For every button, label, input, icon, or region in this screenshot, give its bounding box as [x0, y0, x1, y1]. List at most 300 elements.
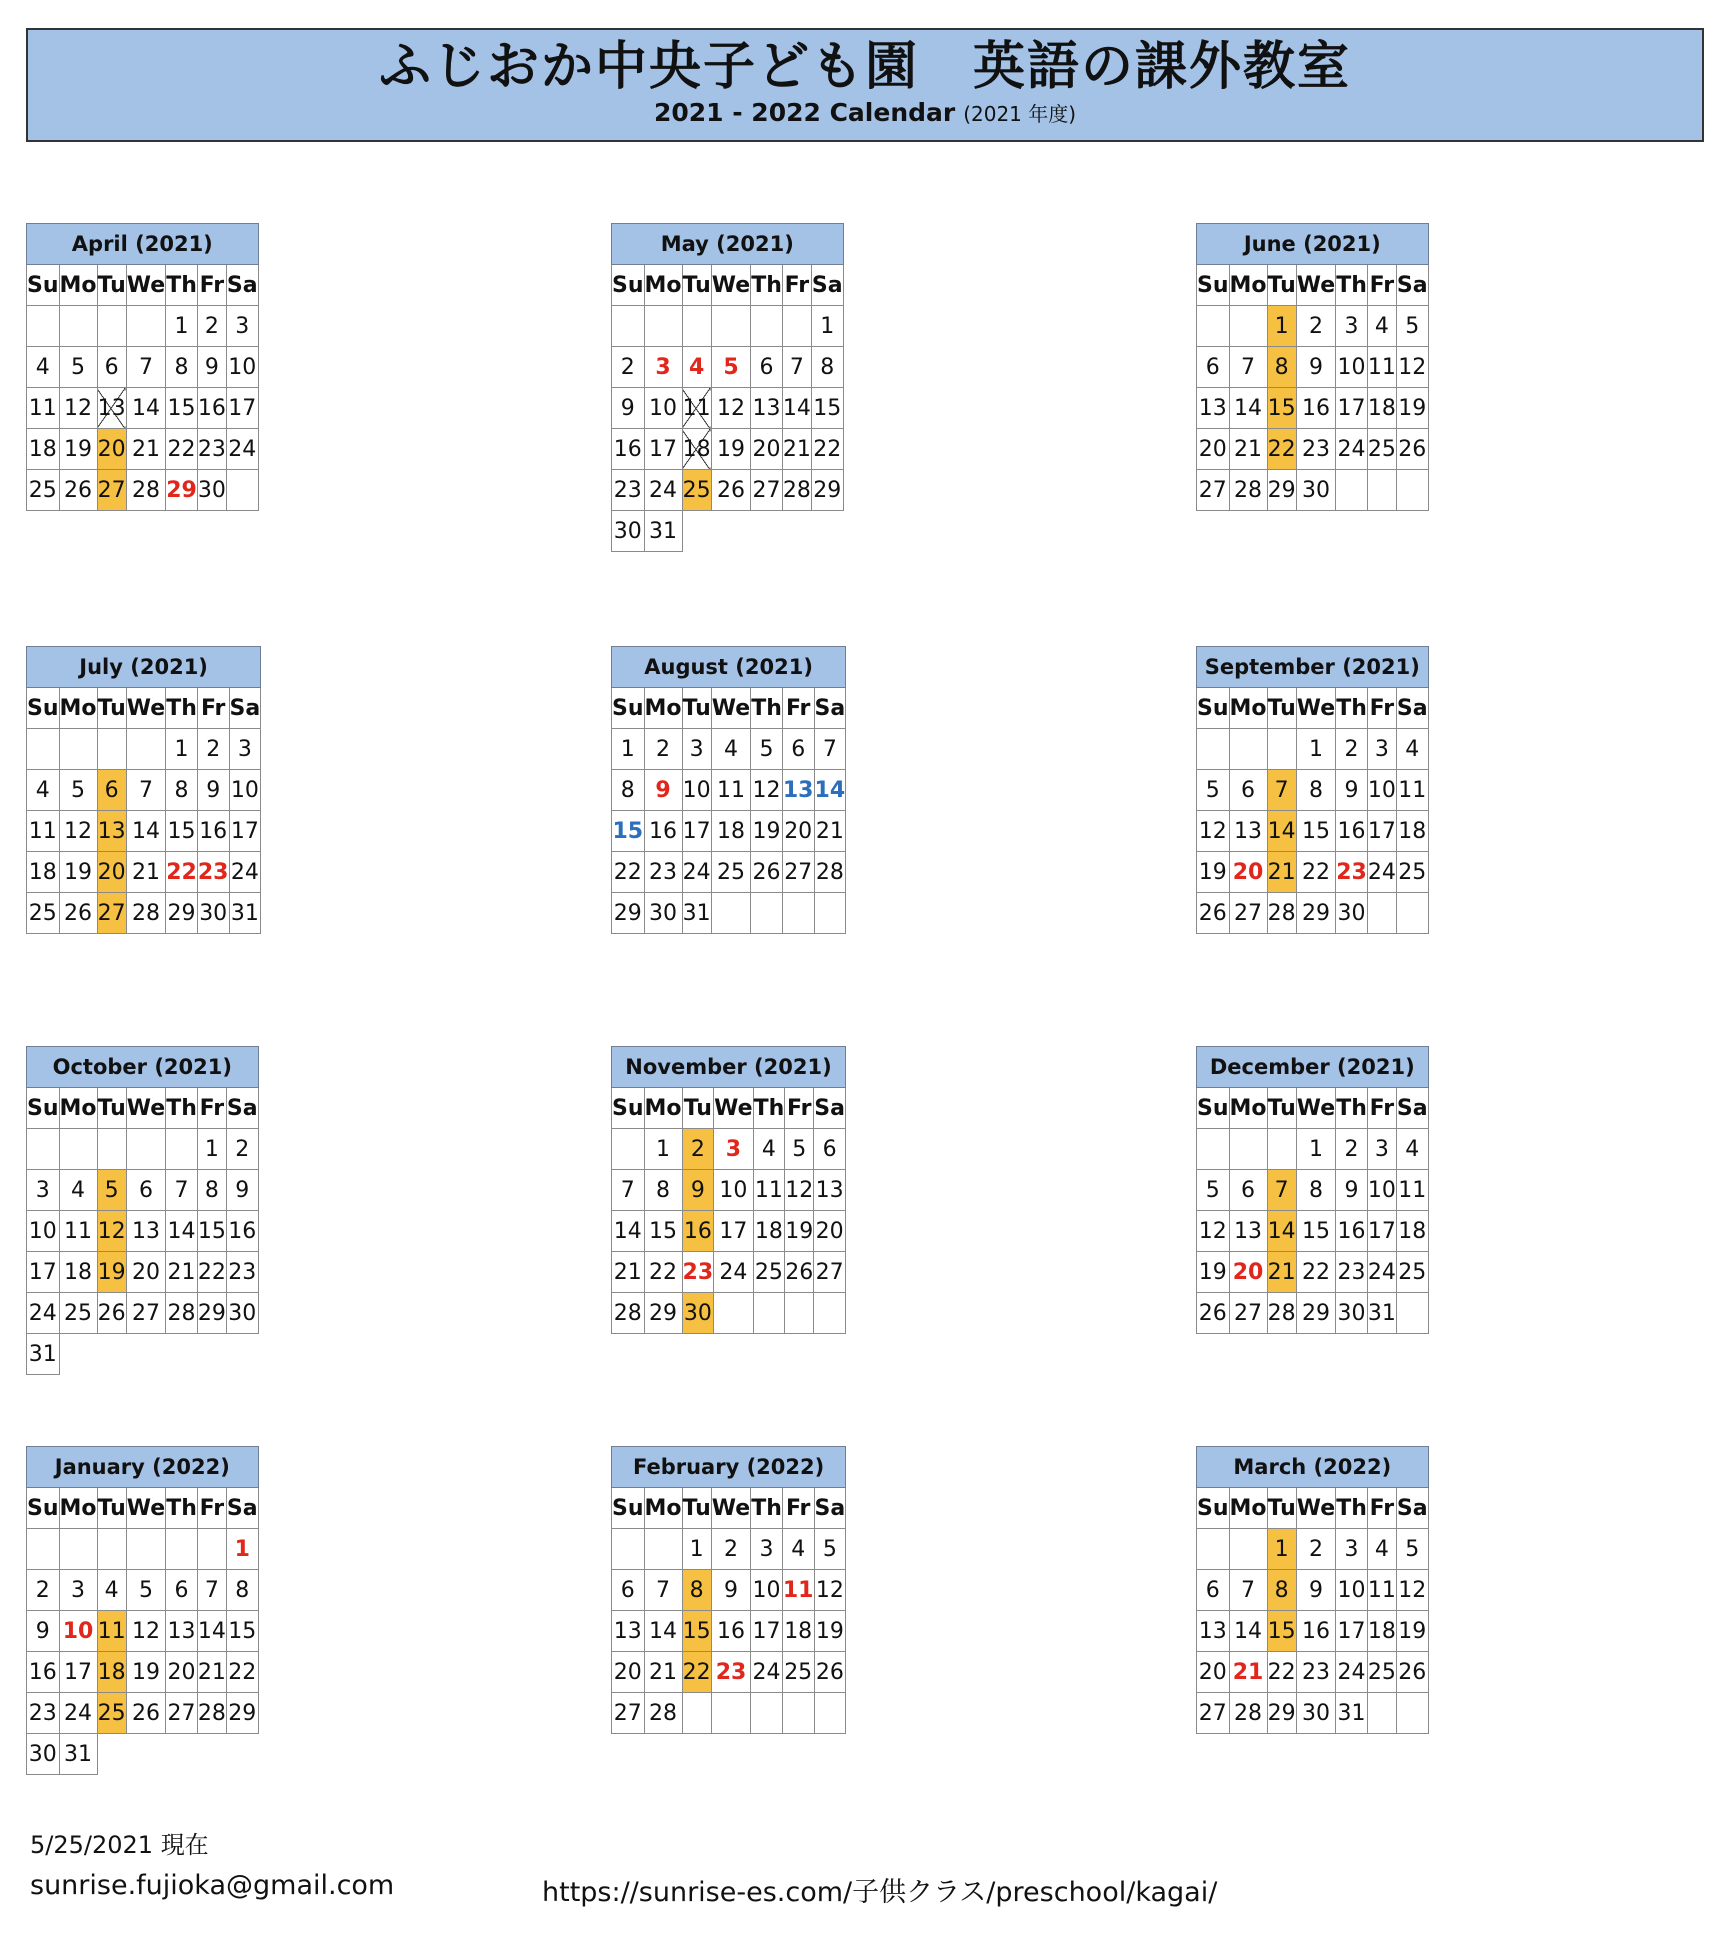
day-cell: 13	[1197, 1611, 1230, 1652]
day-cell: 6	[751, 347, 783, 388]
empty-cell	[682, 1693, 711, 1734]
day-cell: 7	[1267, 770, 1296, 811]
day-cell: 1	[1296, 729, 1335, 770]
month-calendar	[611, 646, 846, 934]
day-cell: 20	[814, 1211, 846, 1252]
empty-cell	[682, 306, 711, 347]
day-cell: 8	[644, 1170, 682, 1211]
day-cell: 13	[1197, 388, 1230, 429]
weekday-label: Tu	[97, 688, 126, 729]
day-cell: 31	[59, 1734, 97, 1775]
day-cell: 8	[682, 1570, 711, 1611]
day-cell: 1	[612, 729, 645, 770]
day-cell: 30	[1296, 1693, 1335, 1734]
day-cell: 4	[1367, 1529, 1396, 1570]
weekday-label: Su	[1197, 1488, 1230, 1529]
day-cell: 14	[166, 1211, 198, 1252]
day-cell: 21	[126, 852, 165, 893]
day-cell: 11	[1396, 770, 1428, 811]
day-cell: 27	[782, 852, 814, 893]
day-cell: 23	[612, 470, 645, 511]
page-title: ふじおか中央子ども園 英語の課外教室	[378, 37, 1351, 97]
day-cell: 16	[1296, 1611, 1335, 1652]
day-cell: 31	[644, 511, 682, 552]
day-cell: 25	[1367, 429, 1396, 470]
day-cell: 6	[814, 1129, 846, 1170]
day-cell: 14	[1267, 811, 1296, 852]
day-cell: 4	[97, 1570, 126, 1611]
day-cell: 11	[1367, 1570, 1396, 1611]
month-title: March (2022)	[1197, 1447, 1429, 1488]
day-cell: 20	[782, 811, 814, 852]
empty-cell	[1367, 893, 1396, 934]
day-cell: 19	[711, 429, 750, 470]
day-cell: 19	[785, 1211, 814, 1252]
day-cell: 10	[714, 1170, 753, 1211]
day-cell: 6	[1229, 770, 1267, 811]
day-cell: 6	[1197, 1570, 1230, 1611]
day-cell: 15	[612, 811, 645, 852]
day-cell: 5	[1197, 770, 1230, 811]
day-cell: 7	[1267, 1170, 1296, 1211]
empty-cell	[1367, 1693, 1396, 1734]
cancelled-day-cell: 11	[682, 388, 711, 429]
empty-cell	[126, 306, 165, 347]
day-cell: 26	[785, 1252, 814, 1293]
empty-cell	[126, 1734, 165, 1775]
day-cell: 5	[59, 347, 97, 388]
weekday-label: Sa	[811, 265, 843, 306]
weekday-label: Su	[1197, 1088, 1230, 1129]
day-cell: 5	[1396, 306, 1428, 347]
weekday-label: Fr	[197, 265, 226, 306]
day-cell: 27	[1197, 470, 1230, 511]
day-cell: 1	[811, 306, 843, 347]
day-cell: 18	[97, 1652, 126, 1693]
day-cell: 28	[644, 1693, 682, 1734]
day-cell: 23	[711, 1652, 750, 1693]
day-cell: 10	[59, 1611, 97, 1652]
day-cell: 25	[711, 852, 750, 893]
empty-cell	[753, 1293, 785, 1334]
empty-cell	[782, 511, 811, 552]
weekday-label: Mo	[644, 1488, 682, 1529]
day-cell: 12	[1197, 1211, 1230, 1252]
month-calendar	[26, 646, 261, 934]
weekday-label: Tu	[682, 265, 711, 306]
day-cell: 28	[1267, 1293, 1296, 1334]
day-cell: 23	[1336, 1252, 1368, 1293]
day-cell: 25	[1396, 1252, 1428, 1293]
day-cell: 2	[1296, 1529, 1335, 1570]
day-cell: 10	[1367, 1170, 1396, 1211]
weekday-label: We	[1296, 265, 1335, 306]
day-cell: 14	[126, 811, 165, 852]
day-cell: 27	[612, 1693, 645, 1734]
day-cell: 8	[166, 347, 198, 388]
day-cell: 22	[226, 1652, 258, 1693]
empty-cell	[785, 1293, 814, 1334]
empty-cell	[59, 1529, 97, 1570]
day-cell: 19	[1396, 388, 1428, 429]
day-cell: 26	[1396, 1652, 1428, 1693]
day-cell: 15	[644, 1211, 682, 1252]
day-cell: 16	[1336, 1211, 1368, 1252]
weekday-label: Mo	[1229, 265, 1267, 306]
weekday-label: We	[711, 688, 750, 729]
day-cell: 12	[1396, 1570, 1428, 1611]
day-cell: 4	[1396, 729, 1428, 770]
day-cell: 5	[785, 1129, 814, 1170]
empty-cell	[782, 1693, 814, 1734]
weekday-label: We	[714, 1088, 753, 1129]
day-cell: 6	[1229, 1170, 1267, 1211]
day-cell: 5	[814, 1529, 846, 1570]
day-cell: 27	[751, 470, 783, 511]
day-cell: 25	[27, 470, 60, 511]
empty-cell	[1229, 1129, 1267, 1170]
day-cell: 18	[1367, 388, 1396, 429]
day-cell: 2	[612, 347, 645, 388]
empty-cell	[126, 1129, 165, 1170]
empty-cell	[1396, 470, 1428, 511]
day-cell: 7	[612, 1170, 645, 1211]
day-cell: 7	[782, 347, 811, 388]
calendar-subtitle	[28, 98, 1702, 128]
weekday-label: Th	[166, 1088, 198, 1129]
weekday-label: Mo	[59, 1488, 97, 1529]
day-cell: 12	[59, 811, 97, 852]
month-title: August (2021)	[612, 647, 846, 688]
empty-cell	[197, 1734, 226, 1775]
day-cell: 2	[1336, 729, 1368, 770]
empty-cell	[97, 1529, 126, 1570]
day-cell: 10	[1336, 347, 1368, 388]
empty-cell	[1396, 893, 1428, 934]
empty-cell	[1229, 729, 1267, 770]
day-cell: 3	[59, 1570, 97, 1611]
month-calendar	[26, 223, 259, 511]
day-cell: 1	[682, 1529, 711, 1570]
month-title: June (2021)	[1197, 224, 1429, 265]
day-cell: 29	[166, 893, 198, 934]
day-cell: 29	[612, 893, 645, 934]
day-cell: 24	[1367, 1252, 1396, 1293]
day-cell: 26	[1197, 893, 1230, 934]
day-cell: 17	[1336, 388, 1368, 429]
day-cell: 24	[229, 852, 261, 893]
day-cell: 28	[782, 470, 811, 511]
day-cell: 20	[1197, 1652, 1230, 1693]
day-cell: 17	[751, 1611, 783, 1652]
day-cell: 26	[97, 1293, 126, 1334]
day-cell: 27	[1197, 1693, 1230, 1734]
empty-cell	[59, 306, 97, 347]
day-cell: 3	[644, 347, 682, 388]
day-cell: 8	[166, 770, 198, 811]
day-cell: 13	[97, 811, 126, 852]
day-cell: 23	[197, 429, 226, 470]
empty-cell	[126, 729, 165, 770]
empty-cell	[751, 1693, 783, 1734]
day-cell: 21	[814, 811, 846, 852]
day-cell: 26	[711, 470, 750, 511]
empty-cell	[711, 511, 750, 552]
day-cell: 7	[126, 347, 165, 388]
day-cell: 18	[753, 1211, 785, 1252]
day-cell: 29	[226, 1693, 258, 1734]
day-cell: 19	[59, 429, 97, 470]
weekday-label: Mo	[644, 265, 682, 306]
day-cell: 4	[682, 347, 711, 388]
day-cell: 28	[166, 1293, 198, 1334]
day-cell: 15	[1267, 1611, 1296, 1652]
weekday-label: Fr	[197, 688, 229, 729]
day-cell: 9	[644, 770, 682, 811]
day-cell: 3	[226, 306, 258, 347]
day-cell: 22	[811, 429, 843, 470]
day-cell: 24	[714, 1252, 753, 1293]
day-cell: 11	[782, 1570, 814, 1611]
day-cell: 29	[811, 470, 843, 511]
weekday-label: We	[126, 265, 165, 306]
day-cell: 18	[782, 1611, 814, 1652]
day-cell: 30	[197, 470, 226, 511]
month-calendar	[1196, 646, 1429, 934]
day-cell: 1	[1296, 1129, 1335, 1170]
day-cell: 20	[1229, 852, 1267, 893]
day-cell: 22	[682, 1652, 711, 1693]
day-cell: 24	[1367, 852, 1396, 893]
empty-cell	[814, 893, 846, 934]
day-cell: 7	[1229, 1570, 1267, 1611]
day-cell: 29	[1296, 1293, 1335, 1334]
day-cell: 23	[27, 1693, 60, 1734]
day-cell: 14	[1229, 388, 1267, 429]
day-cell: 3	[229, 729, 261, 770]
day-cell: 12	[59, 388, 97, 429]
day-cell: 1	[644, 1129, 682, 1170]
empty-cell	[1267, 1129, 1296, 1170]
day-cell: 21	[126, 429, 165, 470]
empty-cell	[1197, 306, 1230, 347]
empty-cell	[612, 306, 645, 347]
weekday-label: Sa	[1396, 265, 1428, 306]
day-cell: 22	[197, 1252, 226, 1293]
day-cell: 21	[782, 429, 811, 470]
day-cell: 17	[27, 1252, 60, 1293]
day-cell: 9	[197, 770, 229, 811]
empty-cell	[1229, 306, 1267, 347]
day-cell: 1	[166, 306, 198, 347]
weekday-label: Su	[612, 265, 645, 306]
day-cell: 30	[682, 1293, 714, 1334]
day-cell: 23	[1336, 852, 1368, 893]
weekday-label: Su	[612, 1488, 645, 1529]
empty-cell	[197, 1334, 226, 1375]
day-cell: 13	[126, 1211, 165, 1252]
weekday-label: Tu	[97, 265, 126, 306]
day-cell: 21	[1267, 852, 1296, 893]
day-cell: 25	[753, 1252, 785, 1293]
day-cell: 9	[197, 347, 226, 388]
weekday-label: We	[1296, 1088, 1335, 1129]
month-calendar	[611, 1046, 846, 1334]
day-cell: 19	[1197, 1252, 1230, 1293]
weekday-label: We	[126, 1088, 165, 1129]
weekday-label: Fr	[197, 1488, 226, 1529]
day-cell: 13	[751, 388, 783, 429]
day-cell: 21	[1229, 429, 1267, 470]
calendar-range: 2021 - 2022 Calendar	[653, 98, 956, 128]
day-cell: 22	[644, 1252, 682, 1293]
weekday-label: Th	[751, 688, 783, 729]
day-cell: 16	[644, 811, 682, 852]
day-cell: 13	[1229, 1211, 1267, 1252]
day-cell: 15	[166, 811, 198, 852]
empty-cell	[226, 470, 258, 511]
day-cell: 23	[1296, 1652, 1335, 1693]
weekday-label: Fr	[782, 688, 814, 729]
day-cell: 24	[751, 1652, 783, 1693]
day-cell: 14	[1229, 1611, 1267, 1652]
empty-cell	[226, 1334, 258, 1375]
weekday-label: Mo	[644, 688, 682, 729]
day-cell: 16	[197, 811, 229, 852]
day-cell: 6	[612, 1570, 645, 1611]
website-url[interactable]: https://sunrise-es.com/子供クラス/preschool/kagai/	[542, 1877, 1218, 1908]
day-cell: 10	[682, 770, 711, 811]
day-cell: 25	[1396, 852, 1428, 893]
day-cell: 29	[1267, 470, 1296, 511]
day-cell: 2	[682, 1129, 714, 1170]
day-cell: 15	[197, 1211, 226, 1252]
weekday-label: Mo	[59, 1088, 97, 1129]
day-cell: 12	[711, 388, 750, 429]
weekday-label: Mo	[1229, 1488, 1267, 1529]
weekday-label: Th	[751, 1488, 783, 1529]
day-cell: 16	[1336, 811, 1368, 852]
weekday-label: Su	[27, 265, 60, 306]
day-cell: 2	[1296, 306, 1335, 347]
day-cell: 26	[126, 1693, 165, 1734]
day-cell: 27	[1229, 1293, 1267, 1334]
day-cell: 19	[814, 1611, 846, 1652]
day-cell: 27	[97, 470, 126, 511]
day-cell: 10	[27, 1211, 60, 1252]
day-cell: 12	[1197, 811, 1230, 852]
empty-cell	[814, 1693, 846, 1734]
day-cell: 25	[682, 470, 711, 511]
day-cell: 17	[1336, 1611, 1368, 1652]
day-cell: 2	[226, 1129, 258, 1170]
day-cell: 31	[1336, 1693, 1368, 1734]
day-cell: 28	[612, 1293, 645, 1334]
day-cell: 8	[1267, 1570, 1296, 1611]
day-cell: 20	[97, 429, 126, 470]
day-cell: 26	[814, 1652, 846, 1693]
weekday-label: Sa	[1396, 1488, 1428, 1529]
month-calendar	[1196, 1046, 1429, 1334]
day-cell: 23	[226, 1252, 258, 1293]
day-cell: 4	[782, 1529, 814, 1570]
day-cell: 27	[126, 1293, 165, 1334]
weekday-label: Th	[1336, 688, 1368, 729]
day-cell: 14	[644, 1611, 682, 1652]
day-cell: 15	[226, 1611, 258, 1652]
day-cell: 28	[1229, 470, 1267, 511]
day-cell: 2	[197, 729, 229, 770]
month-calendar	[611, 223, 844, 552]
calendar-header	[26, 28, 1704, 142]
day-cell: 1	[1267, 1529, 1296, 1570]
empty-cell	[27, 1129, 60, 1170]
day-cell: 26	[59, 893, 97, 934]
day-cell: 17	[229, 811, 261, 852]
day-cell: 7	[166, 1170, 198, 1211]
day-cell: 16	[27, 1652, 60, 1693]
day-cell: 5	[1197, 1170, 1230, 1211]
cancelled-day-cell: 18	[682, 429, 711, 470]
empty-cell	[166, 1734, 198, 1775]
weekday-label: We	[126, 1488, 165, 1529]
day-cell: 26	[751, 852, 783, 893]
day-cell: 15	[1296, 1211, 1335, 1252]
day-cell: 27	[1229, 893, 1267, 934]
day-cell: 16	[226, 1211, 258, 1252]
day-cell: 17	[714, 1211, 753, 1252]
day-cell: 17	[682, 811, 711, 852]
contact-email[interactable]: sunrise.fujioka@gmail.com	[30, 1870, 395, 1901]
day-cell: 22	[166, 429, 198, 470]
day-cell: 22	[1267, 1652, 1296, 1693]
day-cell: 3	[682, 729, 711, 770]
empty-cell	[1336, 470, 1368, 511]
day-cell: 12	[126, 1611, 165, 1652]
weekday-label: Fr	[197, 1088, 226, 1129]
empty-cell	[1367, 470, 1396, 511]
day-cell: 20	[97, 852, 126, 893]
day-cell: 10	[1367, 770, 1396, 811]
day-cell: 30	[1336, 1293, 1368, 1334]
day-cell: 10	[751, 1570, 783, 1611]
day-cell: 31	[682, 893, 711, 934]
day-cell: 13	[782, 770, 814, 811]
empty-cell	[97, 1734, 126, 1775]
weekday-label: We	[711, 265, 750, 306]
weekday-label: Th	[166, 1488, 198, 1529]
weekday-label: Sa	[226, 1488, 258, 1529]
weekday-label: Su	[612, 688, 645, 729]
weekday-label: Mo	[59, 688, 97, 729]
day-cell: 10	[644, 388, 682, 429]
day-cell: 23	[197, 852, 229, 893]
day-cell: 17	[644, 429, 682, 470]
day-cell: 28	[1229, 1693, 1267, 1734]
empty-cell	[27, 1529, 60, 1570]
day-cell: 24	[27, 1293, 60, 1334]
weekday-label: Th	[166, 265, 198, 306]
weekday-label: Su	[27, 1488, 60, 1529]
weekday-label: We	[1296, 1488, 1335, 1529]
day-cell: 6	[782, 729, 814, 770]
day-cell: 27	[166, 1693, 198, 1734]
day-cell: 9	[612, 388, 645, 429]
day-cell: 30	[27, 1734, 60, 1775]
day-cell: 17	[226, 388, 258, 429]
cancelled-day-cell: 13	[97, 388, 126, 429]
day-cell: 12	[785, 1170, 814, 1211]
